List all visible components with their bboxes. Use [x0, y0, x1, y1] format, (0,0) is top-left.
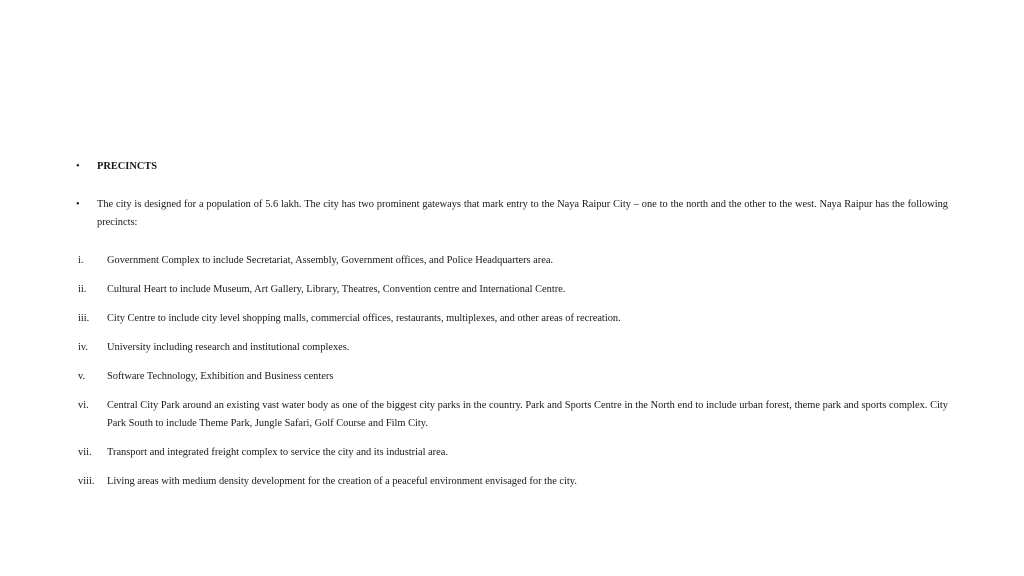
precincts-heading: [76, 158, 948, 176]
list-item-number: iv.: [78, 342, 89, 353]
intro-bullet: •: [76, 199, 80, 210]
list-item: [78, 281, 948, 299]
list-item-text: Software Technology, Exhibition and Business centers: [107, 371, 334, 382]
list-item-text: Cultural Heart to include Museum, Art Gallery, Library, Theatres, Convention centre and International Centre.: [107, 284, 566, 295]
list-item: [78, 252, 948, 270]
list-item-number: v.: [78, 371, 86, 382]
intro-paragraph: [76, 196, 948, 232]
list-item: [78, 473, 948, 491]
list-item: [78, 397, 948, 433]
list-item-text: Transport and integrated freight complex to service the city and its industrial area.: [107, 447, 448, 458]
list-item-text: Government Complex to include Secretariat, Assembly, Government offices, and Police Headquarters area.: [107, 255, 554, 266]
heading-text: PRECINCTS: [97, 161, 158, 172]
list-item-text: Living areas with medium density development for the creation of a peaceful environment envisaged for the city.: [107, 476, 577, 487]
list-item-text: University including research and institutional complexes.: [107, 342, 350, 353]
list-item-number: viii.: [78, 476, 95, 487]
list-item-text: Central City Park around an existing vast water body as one of the biggest city parks in the country. Park and Sports Centre in the North end to include urban forest, theme park and sports complex. City Park South to include Theme Park, Jungle Safari, Golf Course and Film City.: [107, 400, 948, 429]
list-item: [78, 310, 948, 328]
list-item: [78, 368, 948, 386]
intro-text: The city is designed for a population of 5.6 lakh. The city has two prominent gateways that mark entry to the Naya Raipur City – one to the north and the other to the west. Naya Raipur has the following precincts:: [97, 199, 948, 228]
list-item-number: ii.: [78, 284, 87, 295]
list-item-number: vi.: [78, 400, 89, 411]
list-item: [78, 444, 948, 462]
list-item-number: i.: [78, 255, 84, 266]
list-item-number: vii.: [78, 447, 92, 458]
list-item: [78, 339, 948, 357]
list-item-number: iii.: [78, 313, 90, 324]
list-item-text: City Centre to include city level shopping malls, commercial offices, restaurants, multiplexes, and other areas of recreation.: [107, 313, 621, 324]
precincts-list: [78, 252, 948, 502]
heading-bullet: •: [76, 161, 80, 172]
